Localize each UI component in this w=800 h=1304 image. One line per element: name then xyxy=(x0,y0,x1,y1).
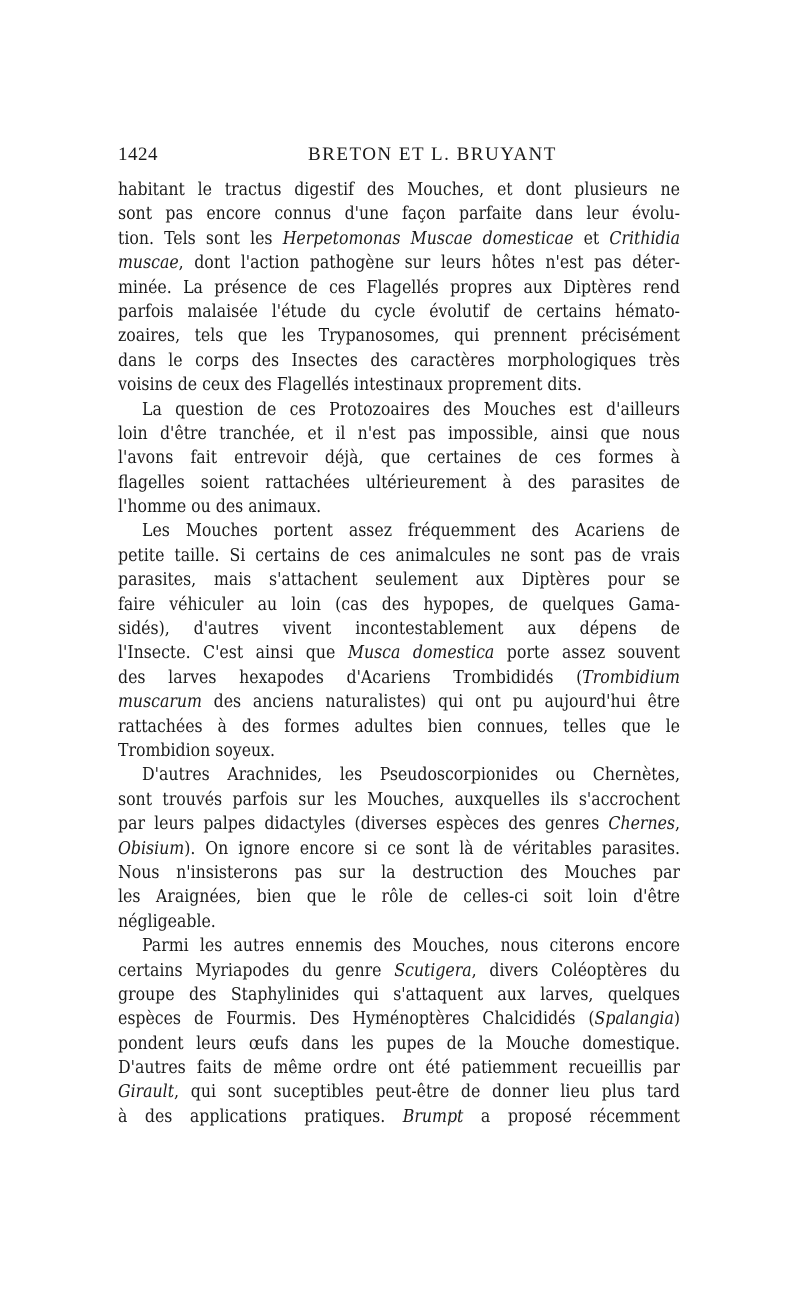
text-line xyxy=(118,1032,680,1056)
text-run: voisins de ceux des Flagellés intestinaux proprement dits. xyxy=(118,375,582,396)
text-line xyxy=(118,983,680,1007)
text-line xyxy=(118,1056,680,1080)
text-line xyxy=(118,544,680,568)
text-run: rattachées à des formes adultes bien connues, telles que le xyxy=(118,716,680,737)
text-run: groupe des Staphylinides qui s'attaquent aux larves, quelques xyxy=(118,984,680,1005)
body-text xyxy=(118,178,680,1129)
text-run: D'autres Arachnides, les Pseudoscorpionides ou Chernètes, xyxy=(142,765,680,786)
text-line xyxy=(118,617,680,641)
italic-text: Obisium xyxy=(118,838,185,859)
text-run: des anciens naturalistes) qui ont pu aujourd'hui être xyxy=(201,692,680,713)
text-run: zoaires, tels que les Trypanosomes, qui prennent précisément xyxy=(118,326,680,347)
text-run: tion. Tels sont les xyxy=(118,228,283,249)
text-run: l'avons fait entrevoir déjà, que certaines de ces formes à xyxy=(118,448,680,469)
italic-text: Girault xyxy=(118,1082,175,1103)
text-run: , qui sont suceptibles peut-être de donner lieu plus tard xyxy=(174,1082,680,1103)
text-run: des larves hexapodes d'Acariens Trombididés ( xyxy=(118,667,583,688)
italic-text: Crithidia xyxy=(609,228,680,249)
text-line xyxy=(118,227,680,251)
text-line xyxy=(118,300,680,324)
text-line xyxy=(118,788,680,812)
text-line xyxy=(118,763,680,787)
text-line xyxy=(118,959,680,983)
italic-text: Chernes xyxy=(608,814,675,835)
text-line xyxy=(118,861,680,885)
text-run: espèces de Fourmis. Des Hyménoptères Chalcididés ( xyxy=(118,1009,595,1030)
text-run: l'Insecte. C'est ainsi que xyxy=(118,643,348,664)
text-line xyxy=(118,519,680,543)
text-run: parasites, mais s'attachent seulement aux Diptères pour se xyxy=(118,570,680,591)
italic-text: muscae xyxy=(118,253,179,274)
text-line xyxy=(118,593,680,617)
text-line xyxy=(118,641,680,665)
text-run: sidés), d'autres vivent incontestablement aux dépens de xyxy=(118,619,680,640)
text-line xyxy=(118,495,680,519)
text-line xyxy=(118,324,680,348)
text-run: par leurs palpes didactyles (diverses espèces des genres xyxy=(118,814,609,835)
text-run: Parmi les autres ennemis des Mouches, nous citerons encore xyxy=(142,936,680,957)
text-run: les Araignées, bien que le rôle de celles-ci soit loin d'être xyxy=(118,887,680,908)
text-run: Trombidion soyeux. xyxy=(118,740,276,761)
italic-text: Scutigera xyxy=(394,960,472,981)
text-line xyxy=(118,276,680,300)
text-line xyxy=(118,373,680,397)
text-run: Nous n'insisterons pas sur la destruction des Mouches par xyxy=(118,862,680,883)
text-run: à des applications pratiques. xyxy=(118,1106,403,1127)
text-run: porte assez souvent xyxy=(494,643,680,664)
text-run: sont trouvés parfois sur les Mouches, auxquelles ils s'accrochent xyxy=(118,789,680,810)
text-run: loin d'être tranchée, et il n'est pas impossible, ainsi que nous xyxy=(118,423,680,444)
italic-text: muscarum xyxy=(118,692,202,713)
text-run: et xyxy=(573,228,610,249)
text-run: pondent leurs œufs dans les pupes de la Mouche domestique. xyxy=(118,1033,680,1054)
text-line xyxy=(118,251,680,275)
text-line xyxy=(118,178,680,202)
italic-text: Trombidium xyxy=(582,667,680,688)
text-run: , dont l'action pathogène sur leurs hôtes n'est pas déter- xyxy=(178,253,680,274)
text-line xyxy=(118,837,680,861)
text-run: La question de ces Protozoaires des Mouches est d'ailleurs xyxy=(142,399,680,420)
text-line xyxy=(118,202,680,226)
italic-text: Musca domestica xyxy=(347,643,495,664)
text-run: Les Mouches portent assez fréquemment des Acariens de xyxy=(142,521,680,542)
text-line xyxy=(118,1007,680,1031)
text-run: sont pas encore connus d'une façon parfaite dans leur évolu- xyxy=(118,204,680,225)
text-line xyxy=(118,885,680,909)
running-head xyxy=(118,144,678,172)
text-line xyxy=(118,1105,680,1129)
text-line xyxy=(118,471,680,495)
page-number: 1424 xyxy=(118,144,158,165)
text-run: dans le corps des Insectes des caractères morphologiques très xyxy=(118,350,680,371)
text-run: minée. La présence de ces Flagellés propres aux Diptères rend xyxy=(118,277,680,298)
italic-text: Spalangia xyxy=(594,1009,674,1030)
italic-text: Herpetomonas Muscae domesticae xyxy=(282,228,574,249)
text-run: , divers Coléoptères du xyxy=(471,960,680,981)
text-line xyxy=(118,398,680,422)
text-line xyxy=(118,715,680,739)
text-run: , xyxy=(675,814,680,835)
text-run: petite taille. Si certains de ces animalcules ne sont pas de vrais xyxy=(118,545,680,566)
text-run: ) xyxy=(673,1009,680,1030)
text-run: faire véhiculer au loin (cas des hypopes, de quelques Gama- xyxy=(118,594,680,615)
text-line xyxy=(118,812,680,836)
text-line xyxy=(118,1080,680,1104)
text-line xyxy=(118,910,680,934)
text-run: négligeable. xyxy=(118,911,216,932)
text-line xyxy=(118,422,680,446)
text-line xyxy=(118,349,680,373)
text-run: flagelles soient rattachées ultérieurement à des parasites de xyxy=(118,472,680,493)
text-run: D'autres faits de même ordre ont été patiemment recueillis par xyxy=(118,1058,680,1079)
text-line xyxy=(118,446,680,470)
text-run: l'homme ou des animaux. xyxy=(118,497,322,518)
italic-text: Brumpt xyxy=(402,1106,464,1127)
text-line xyxy=(118,739,680,763)
text-line xyxy=(118,934,680,958)
text-run: certains Myriapodes du genre xyxy=(118,960,395,981)
text-run: parfois malaisée l'étude du cycle évolutif de certains hémato- xyxy=(118,301,680,322)
text-line xyxy=(118,666,680,690)
text-run: a proposé récemment xyxy=(463,1106,680,1127)
text-run: ). On ignore encore si ce sont là de véritables parasites. xyxy=(184,838,680,859)
text-line xyxy=(118,690,680,714)
running-title: BRETON ET L. BRUYANT xyxy=(308,144,557,165)
text-line xyxy=(118,568,680,592)
text-run: habitant le tractus digestif des Mouches, et dont plusieurs ne xyxy=(118,180,680,200)
